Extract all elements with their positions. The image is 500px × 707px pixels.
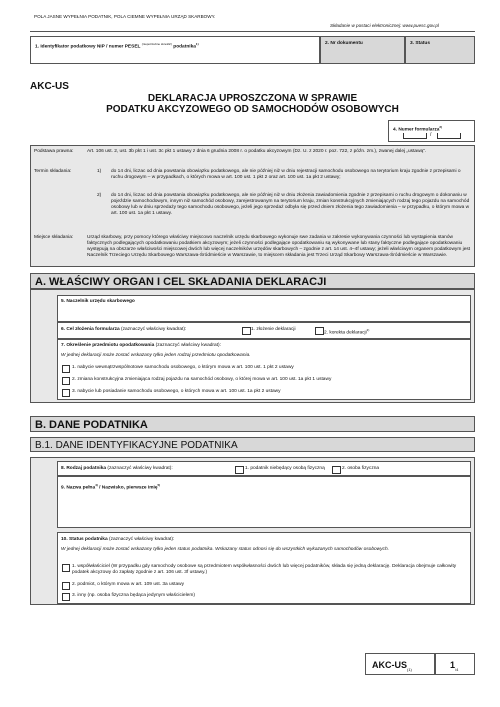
doc-number-field: 2. Nr dokumentu xyxy=(320,36,405,64)
status-entity-checkbox[interactable] xyxy=(62,582,70,590)
section-a-body xyxy=(30,289,475,403)
top-note: POLA JASNE WYPEŁNIA PODATNIK, POLA CIEMNE WYPEŁNIA URZĄD SKARBOWY. xyxy=(34,14,216,19)
section-b-body xyxy=(30,457,475,605)
footer-code-box: AKC-$US_{(1)}$ xyxy=(365,653,435,675)
section-a-header: A. WŁAŚCIWY ORGAN I CEL SKŁADANIA DEKLARACJI xyxy=(30,273,475,289)
form-number-field[interactable]: 4. Numer formularza$^{2)}$ / xyxy=(388,120,475,142)
form-code: AKC-US xyxy=(30,81,69,92)
purpose-correction-checkbox[interactable] xyxy=(315,327,324,335)
subject-opt3-checkbox[interactable] xyxy=(62,389,70,397)
status-coowner-checkbox[interactable] xyxy=(62,564,70,572)
legal-info: Podstawa prawna: Art. 106 ust. 2, ust. 3b pkt 1 i ust. 3c pkt 1 ustawy z dnia 6 grudnia 2008 r. o podatku akcyzowym (Dz. U. z 2020 r. poz. 722, z późn. zm.), zwanej dalej „ustawą”. Termin składania: 1) do 14 dni, liczac od dnia powstania obowiązku podatkowego, ale nie później niż w dniu rejestracji samochodu osobowego na terytorium kraju zgodnie z przepisami o ruchu drogowym – w przypadkach, o których mowa w art. 100 ust. 1 pkt 2 oraz art. 100 ust. 1a pkt 2 ustawy; 2) do 14 dni, liczac od dnia powstania obowiązku podatkowego, ale nie później niż w dniu złożenia zawiadomienia zgodnie z przepisami o ruchu drogowym o dokonaniu w pojeździe samochodowym, innym niż samochód osobowy, zarejestrowanym na terytorium kraju, zmian konstrukcyjnych zmieniających rodzaj tego pojazdu na samochód osobowy lub w dniu sprzedaży tego samochodu osobowego, jeżeli jego sprzedaż odbyła się przed dniem złożenia tego zawiadomienia – w przypadku, o którym mowa w art. 100 ust. 1a pkt 1 ustawy. Miejsce składania: Urząd skarbowy, przy pomocy którego właściwy miejscowo naczelnik urzędu skarbowego wykonuje swe zadania w zakresie wykonywania czynności lub wystąpienia stanów faktycznych podlegających opodatkowaniu podatkiem akcyzowym; jeżeli czynności podlegające opodatkowaniu są wykonywane lub stany faktyczne podlegające opodatkowaniu występują na obszarze właściwości miejscowej dwóch lub więcej naczelników urzędów skarbowych – zgodnie z art. 14 ust. 4–4f ustawy; jeżeli właściwym organem podatkowym jest Naczelnik Trzeciego Urzędu Skarbowego Warszawa-Śródmieście w Warszawie, to miejscem składania jest Trzeci Urząd Skarbowy Warszawa-Śródmieście w Warszawie. xyxy=(30,145,475,267)
status-field: 3. Status xyxy=(405,36,475,64)
subject-opt2-checkbox[interactable] xyxy=(62,377,70,385)
status-other-checkbox[interactable] xyxy=(62,593,70,601)
section-b1-header: B.1. DANE IDENTYFIKACYJNE PODATNIKA xyxy=(30,437,475,452)
tax-office-field[interactable]: 5. Naczelnik urzędu skarbowego xyxy=(57,295,471,322)
nip-field[interactable]: 1. Identyfikator podatkowy NIP / numer PESEL $^{(niepotrzebne skreślić)}$ podatnika$^{1)}$ xyxy=(30,36,320,64)
taxpayer-type-field[interactable]: 8. Rodzaj podatnika (zaznaczyć właściwy kwadrat): 1. podatnik niebędący osobą fizyczną 2. osoba fizyczna xyxy=(57,461,471,476)
taxpayer-person-checkbox[interactable] xyxy=(332,466,341,474)
footer-page-box: $1_{/4}$ xyxy=(435,653,475,675)
taxpayer-status-field[interactable]: 10. Status podatnika (zaznaczyć właściwy kwadrat): W jednej deklaracji może zostać wskazany tylko jeden status podatnika. Wskazany status odnosi się do wszystkich wykazanych samochodów osobowych. 1. współwłaściciel (W przypadku gdy samochody osobowe są przedmiotem współwłasności dwóch lub więcej podatników, składa się jedną deklarację. Deklaracja obejmuje całkowity podatek akcyzowy do zapłaty zgodnie z art. 106 ust. 3f ustawy.) 2. podmiot, o którym mowa w art. 109 ust. 3a ustawy 3. inny (np. osoba fizyczna będąca jedynym właścicielem) xyxy=(57,532,471,604)
subject-field[interactable]: 7. Określenie przedmiotu opodatkowania (zaznaczyć właściwy kwadrat): W jednej deklaracji może zostać wskazany tylko jeden rodzaj przedmiotu opodatkowania. 1. nabycie wewnątrzwspólnotowe samochodu osobowego, o którym mowa w art. 100 ust. 1 pkt 2 ustawy 2. zmiana konstrukcyjna zmieniająca rodzaj pojazdu na samochód osobowy, o której mowa w art. 100 ust. 1a pkt 1 ustawy 3. nabycie lub posiadanie samochodu osobowego, o których mowa w art. 100 ust. 1a pkt 2 ustawy xyxy=(57,339,471,400)
subject-opt1-checkbox[interactable] xyxy=(62,365,70,373)
taxpayer-nonperson-checkbox[interactable] xyxy=(235,466,244,474)
epuap-note: Składanie w postaci elektronicznej: www.puesc.gov.pl xyxy=(330,23,439,28)
purpose-field[interactable]: 6. Cel złożenia formularza (zaznaczyć właściwy kwadrat): 1. złożenie deklaracji 2. korekta deklaracji$^{3)}$ xyxy=(57,322,471,339)
purpose-declaration-checkbox[interactable] xyxy=(242,327,251,335)
form-title: DEKLARACJA UPROSZCZONA W SPRAWIE PODATKU AKCYZOWEGO OD SAMOCHODÓW OSOBOWYCH xyxy=(106,93,399,115)
section-b-header: B. DANE PODATNIKA xyxy=(30,416,475,432)
taxpayer-name-field[interactable]: 9. Nazwa pełna$^{4)}$ / Nazwisko, pierwsze imię$^{5)}$ xyxy=(57,476,471,528)
